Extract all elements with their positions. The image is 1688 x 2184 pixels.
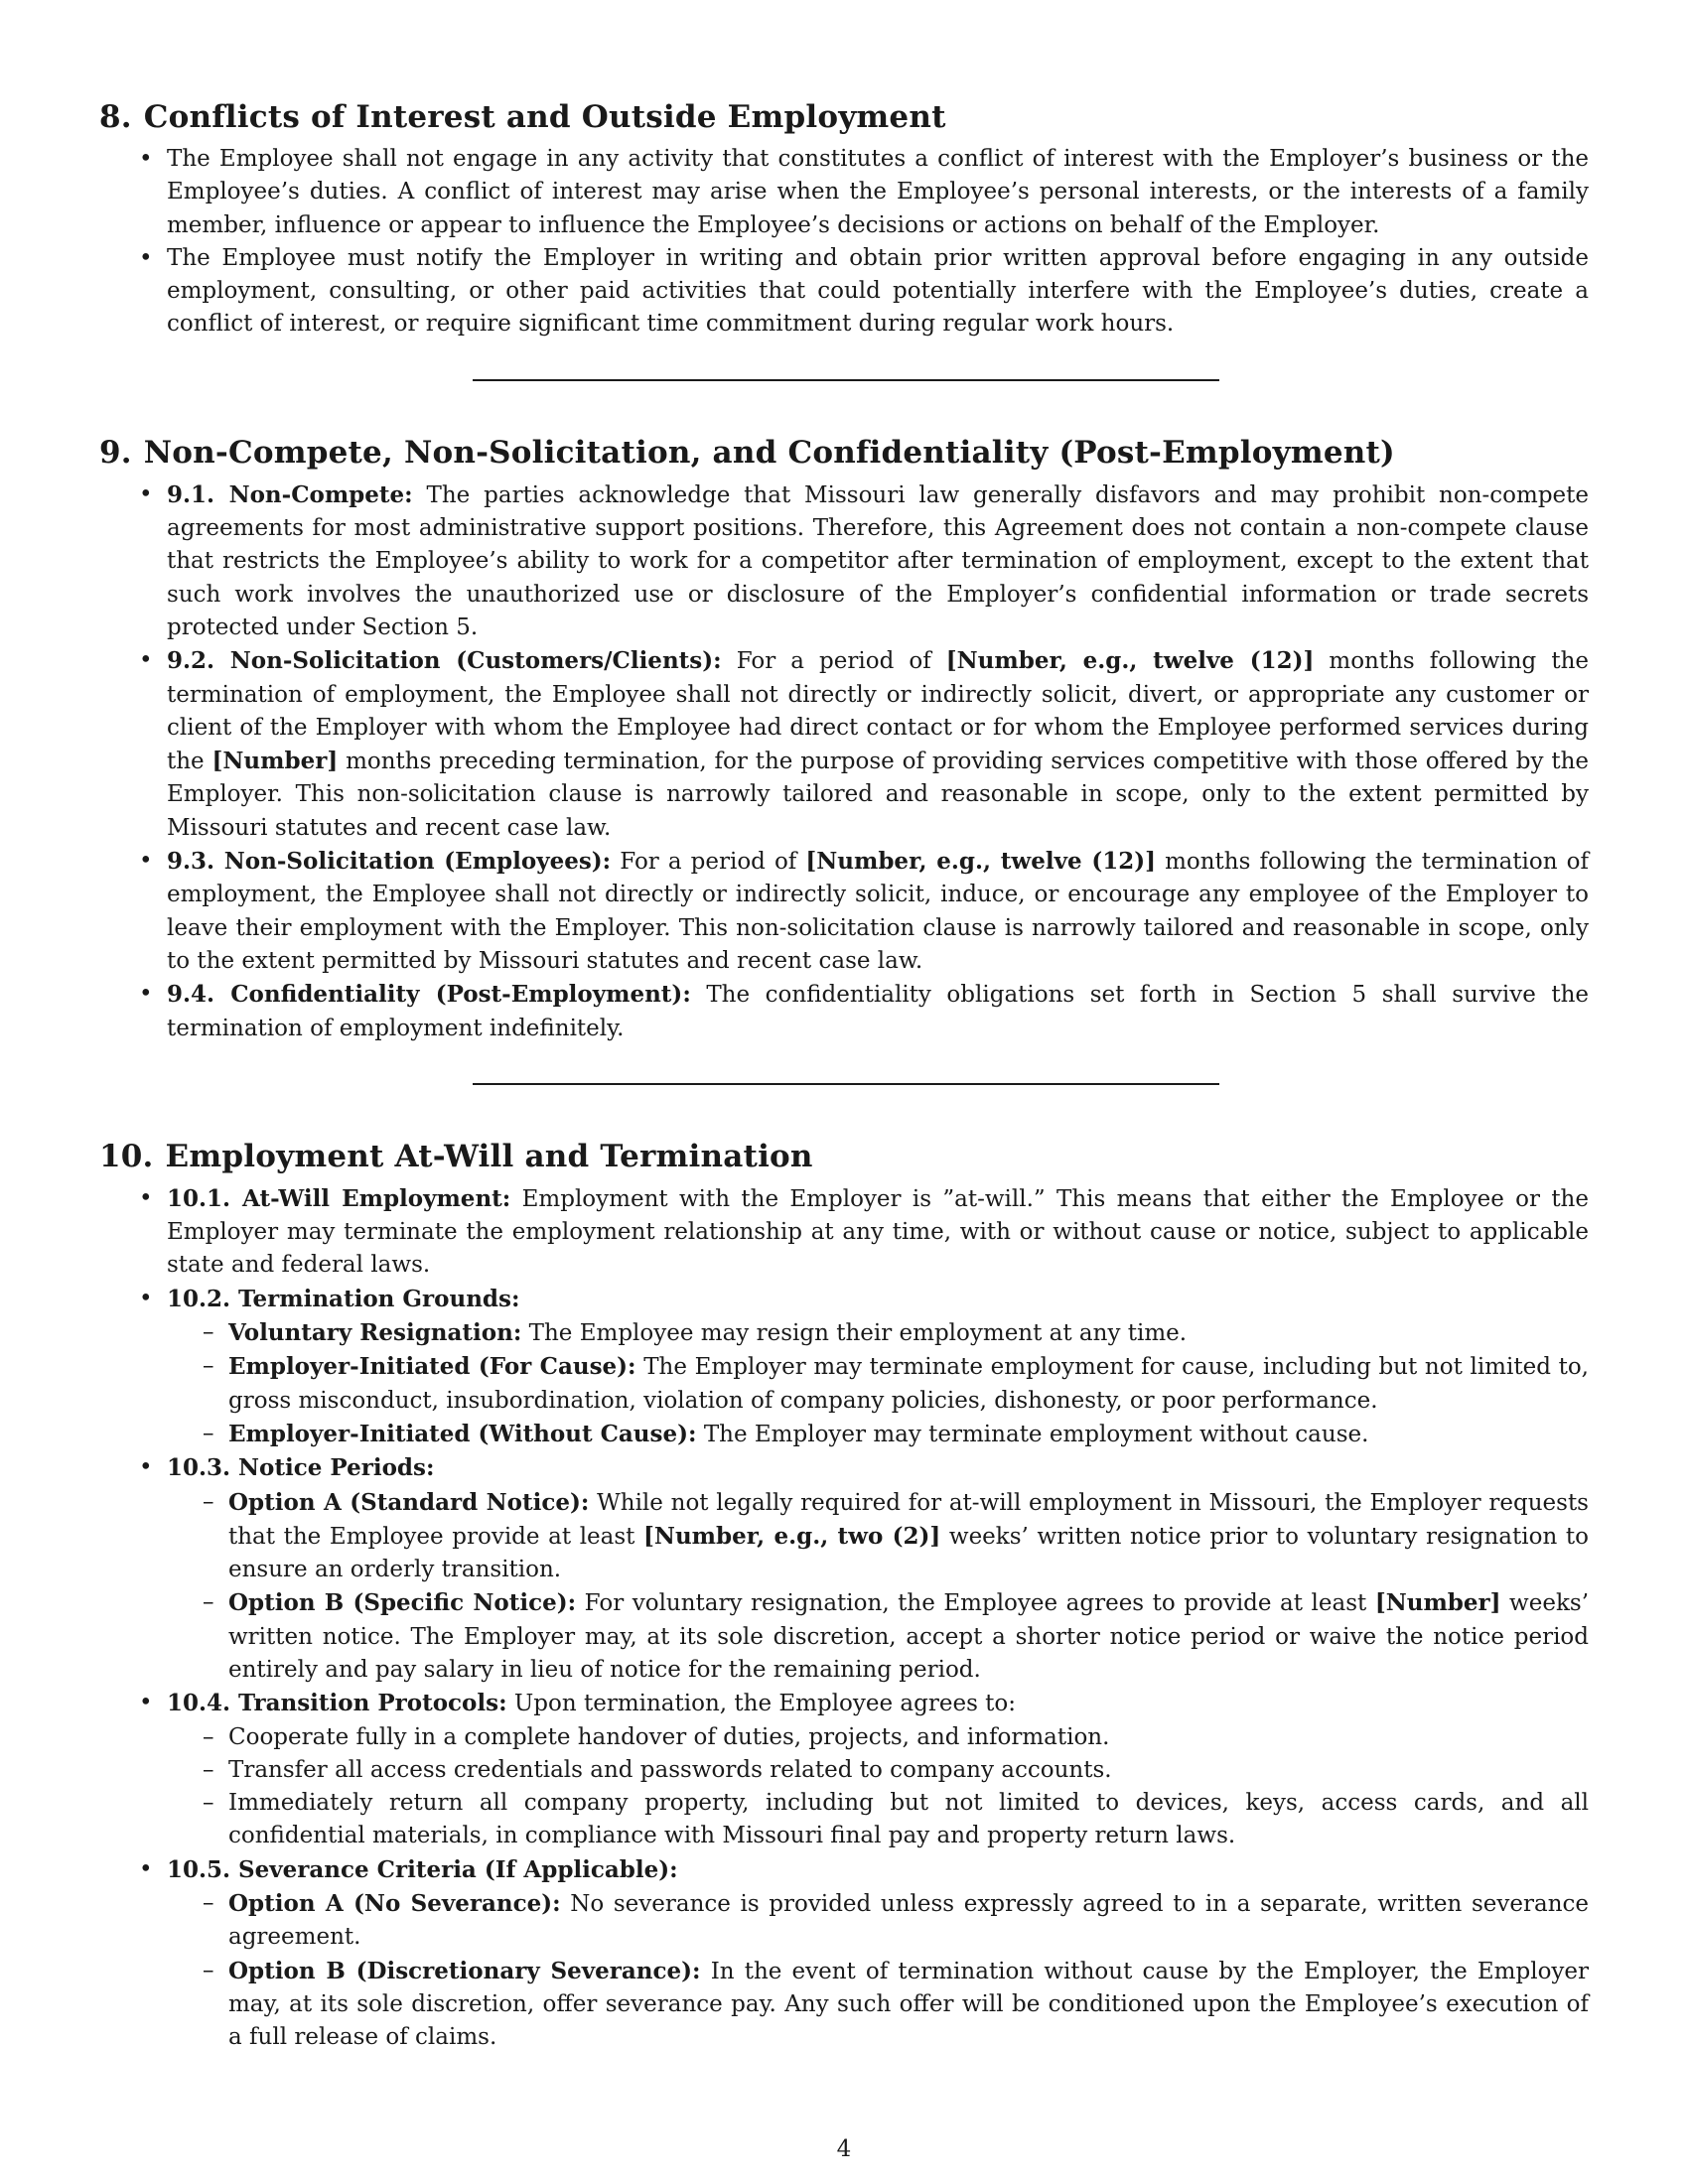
sub-item bbox=[228, 1316, 1589, 1350]
clause-10-1 bbox=[167, 1182, 1589, 1283]
section-number: 9. bbox=[99, 434, 132, 471]
sub-item-label: Option A (Standard Notice): bbox=[228, 1488, 590, 1516]
page-number: 4 bbox=[836, 2136, 852, 2162]
sub-item-label: Option B (Discretionary Severance): bbox=[228, 1957, 701, 1984]
placeholder-field: [Number] bbox=[1374, 1589, 1501, 1617]
placeholder-field: [Number, e.g., twelve (12)] bbox=[945, 647, 1315, 675]
clause-text: For a period of bbox=[736, 648, 946, 675]
sub-item-label: Employer-Initiated (Without Cause): bbox=[228, 1420, 697, 1447]
sub-item bbox=[228, 1754, 1589, 1787]
clause-10-2 bbox=[167, 1283, 1589, 1451]
sub-item bbox=[228, 1955, 1589, 2055]
section-title: Conflicts of Interest and Outside Employment bbox=[143, 99, 946, 135]
section-9 bbox=[99, 431, 1589, 1045]
section-10-list bbox=[99, 1182, 1589, 2055]
clause-label: 9.3. Non-Solicitation (Employees): bbox=[167, 848, 612, 876]
sub-item bbox=[228, 1486, 1589, 1587]
clause-text: Employment with the Employer is ”at-will.” This means that either the Employee or the Employer may terminate the employment relationship at any time, with or without cause or notice, subject to applicable state and federal laws. bbox=[167, 1185, 1589, 1279]
sub-item-label: Employer-Initiated (For Cause): bbox=[228, 1353, 636, 1381]
sub-item-text: In the event of termination without cause by the Employer, the Employer may, at its sole discretion, offer severance pay. Any such offer will be conditioned upon the Employee’s execution of a full release of claims. bbox=[228, 1958, 1590, 2051]
clause-label: 9.4. Confidentiality (Post-Employment): bbox=[167, 981, 691, 1009]
clause-label: 10.3. Notice Periods: bbox=[167, 1454, 435, 1482]
clause-label: 10.2. Termination Grounds: bbox=[167, 1285, 520, 1312]
sub-item bbox=[228, 1721, 1589, 1754]
clause-9-1 bbox=[167, 478, 1589, 644]
sub-list bbox=[167, 1486, 1589, 1688]
section-divider bbox=[473, 1083, 1219, 1085]
section-8 bbox=[99, 95, 1589, 341]
clause-label: 9.2. Non-Solicitation (Customers/Clients): bbox=[167, 647, 722, 675]
sub-list bbox=[167, 1721, 1589, 1853]
list-item bbox=[167, 143, 1589, 242]
section-10-heading bbox=[99, 1135, 1589, 1178]
placeholder-field: [Number, e.g., twelve (12)] bbox=[805, 848, 1156, 876]
clause-label: 10.5. Severance Criteria (If Applicable): bbox=[167, 1855, 678, 1883]
sub-item bbox=[228, 1586, 1589, 1687]
section-9-heading bbox=[99, 431, 1589, 475]
sub-item-text: While not legally required for at-will employment in Missouri, the Employer requests that the Employee provide at least bbox=[228, 1489, 1589, 1550]
sub-item-text: The Employee may resign their employment at any time. bbox=[528, 1320, 1188, 1347]
section-8-list bbox=[99, 143, 1589, 341]
sub-item bbox=[228, 1350, 1589, 1418]
placeholder-field: [Number] bbox=[211, 748, 339, 775]
sub-item-label: Option A (No Severance): bbox=[228, 1890, 561, 1918]
section-title: Non-Compete, Non-Solicitation, and Confidentiality (Post-Employment) bbox=[143, 434, 1395, 471]
clause-9-2 bbox=[167, 644, 1589, 845]
sub-list bbox=[167, 1887, 1589, 2054]
section-9-list bbox=[99, 478, 1589, 1045]
sub-item-text: Transfer all access credentials and passwords related to company accounts. bbox=[228, 1756, 1112, 1783]
clause-text: The confidentiality obligations set forth in Section 5 shall survive the termination of employment indefinitely. bbox=[167, 982, 1590, 1041]
sub-item bbox=[228, 1887, 1589, 1955]
item-text: The Employee must notify the Employer in writing and obtain prior written approval before engaging in any outside employment, consulting, or other paid activities that could potentially interfere with the Employee’s duties, create a conflict of interest, or require significant time commitment during regular work hours. bbox=[167, 244, 1589, 338]
clause-10-3 bbox=[167, 1451, 1589, 1687]
clause-10-5 bbox=[167, 1853, 1589, 2055]
list-item bbox=[167, 242, 1589, 341]
sub-item-text: Cooperate fully in a complete handover of duties, projects, and information. bbox=[228, 1723, 1110, 1750]
clause-text: For a period of bbox=[620, 849, 806, 876]
section-title: Employment At-Will and Termination bbox=[165, 1138, 813, 1174]
sub-item-text: weeks’ written notice prior to voluntary resignation to ensure an orderly transition. bbox=[228, 1523, 1589, 1583]
clause-9-4 bbox=[167, 978, 1589, 1045]
clause-label: 10.1. At-Will Employment: bbox=[167, 1184, 511, 1212]
sub-item-text: Immediately return all company property, including but not limited to devices, keys, access cards, and all confidential materials, in compliance with Missouri final pay and property return laws. bbox=[228, 1790, 1589, 1849]
clause-label: 10.4. Transition Protocols: bbox=[167, 1690, 507, 1717]
section-10 bbox=[99, 1135, 1589, 2055]
sub-item-text: weeks’ written notice. The Employer may, at its sole discretion, accept a shorter notice period or waive the notice period entirely and pay salary in lieu of notice for the remaining period. bbox=[228, 1590, 1590, 1683]
sub-item-text: No severance is provided unless expressly agreed to in a separate, written severance agreement. bbox=[228, 1891, 1590, 1951]
sub-item bbox=[228, 1787, 1589, 1853]
sub-item-label: Option B (Specific Notice): bbox=[228, 1589, 577, 1617]
sub-item-text: The Employer may terminate employment without cause. bbox=[703, 1421, 1369, 1447]
section-8-heading bbox=[99, 95, 1589, 139]
sub-item-text: The Employer may terminate employment for cause, including but not limited to, gross misconduct, insubordination, violation of company policies, dishonesty, or poor performance. bbox=[228, 1354, 1589, 1414]
clause-9-3 bbox=[167, 845, 1589, 978]
clause-text: Upon termination, the Employee agrees to: bbox=[513, 1691, 1017, 1717]
clause-10-4 bbox=[167, 1687, 1589, 1852]
clause-text: months following the termination of employment, the Employee shall not directly or indirectly solicit, divert, or appropriate any customer or client of the Employer with whom the Employee had direct contact or for whom the Employee performed services during the bbox=[167, 648, 1589, 775]
clause-text: The parties acknowledge that Missouri law generally disfavors and may prohibit non-compete agreements for most administrative support positions. Therefore, this Agreement does not contain a non-compete clause that restricts the Employee’s ability to work for a competitor after termination of employment, except to the extent that such work involves the unauthorized use or disclosure of the Employer’s confidential information or trade secrets protected under Section 5. bbox=[167, 481, 1590, 640]
section-number: 10. bbox=[99, 1138, 154, 1174]
sub-item-label: Voluntary Resignation: bbox=[228, 1319, 522, 1347]
sub-list bbox=[167, 1316, 1589, 1451]
clause-text: months preceding termination, for the purpose of providing services competitive with those offered by the Employer. This non-solicitation clause is narrowly tailored and reasonable in scope, only to the extent permitted by Missouri statutes and recent case law. bbox=[167, 749, 1590, 841]
placeholder-field: [Number, e.g., two (2)] bbox=[643, 1522, 941, 1550]
section-number: 8. bbox=[99, 99, 132, 135]
section-divider bbox=[473, 379, 1219, 381]
item-text: The Employee shall not engage in any activity that constitutes a conflict of interest with the Employer’s business or the Employee’s duties. A conflict of interest may arise when the Employee’s personal interests, or the interests of a family member, influence or appear to influence the Employee’s decisions or actions on behalf of the Employer. bbox=[167, 146, 1589, 238]
clause-label: 9.1. Non-Compete: bbox=[167, 480, 413, 508]
page-content bbox=[99, 95, 1589, 2055]
sub-item bbox=[228, 1418, 1589, 1451]
clause-text: months following the termination of employment, the Employee shall not directly or indirectly solicit, induce, or encourage any employee of the Employer to leave their employment with the Employer. This non-solicitation clause is narrowly tailored and reasonable in scope, only to the extent permitted by Missouri statutes and recent case law. bbox=[167, 849, 1589, 974]
sub-item-text: For voluntary resignation, the Employee agrees to provide at least bbox=[584, 1590, 1375, 1617]
